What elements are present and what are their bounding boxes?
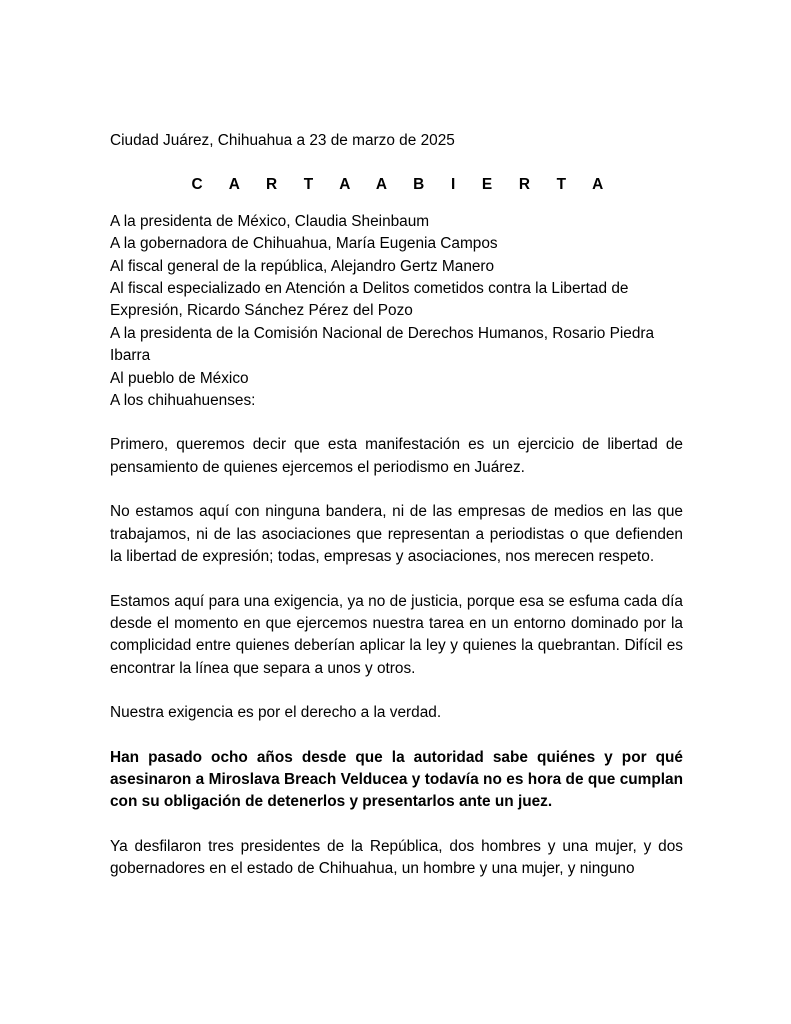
recipient-cndh-president: A la presidenta de la Comisión Nacional de Derechos Humanos, Rosario Piedra Ibarra [110, 324, 655, 365]
recipient-special-prosecutor: Al fiscal especializado en Atención a Delitos cometidos contra la Libertad de Expresión, Ricardo Sánchez Pérez del Pozo [110, 280, 629, 320]
recipient-attorney-general: Al fiscal general de la república, Alejandro Gertz Manero [110, 257, 495, 275]
paragraph-eight-years: Han pasado ocho años desde que la autoridad sabe quiénes y por qué asesinaron a Miroslava Breach Velducea y todavía no es hora de que cumplan con su obligación de detenerlos y presentarlos ante un juez. [110, 748, 683, 811]
recipients-list [110, 211, 683, 413]
paragraph-freedom: Primero, queremos decir que esta manifestación es un ejercicio de libertad de pensamiento de quienes ejercemos el periodismo en Juárez. [110, 436, 683, 476]
recipient-chihuahuenses: A los chihuahuenses: [110, 392, 256, 410]
dateline: Ciudad Juárez, Chihuahua a 23 de marzo de 2025 [110, 132, 455, 149]
paragraph-no-flag: No estamos aquí con ninguna bandera, ni de las empresas de medios en las que trabajamos, ni de las asociaciones que representan a periodistas o que defienden la libertad de expresión; todas, empresas y asociaciones, nos merecen respeto. [110, 503, 683, 566]
letter-page [110, 130, 683, 881]
letter-title: C A R T A A B I E R T A [191, 176, 610, 194]
recipient-president: A la presidenta de México, Claudia Sheinbaum [110, 212, 430, 230]
recipient-governor: A la gobernadora de Chihuahua, María Eugenia Campos [110, 235, 498, 253]
recipient-people-of-mexico: Al pueblo de México [110, 369, 249, 387]
paragraph-truth: Nuestra exigencia es por el derecho a la verdad. [110, 704, 442, 722]
paragraph-presidents: Ya desfilaron tres presidentes de la República, dos hombres y una mujer, y dos gobernadores en el estado de Chihuahua, un hombre y una mujer, y ninguno [110, 837, 683, 878]
paragraph-demand: Estamos aquí para una exigencia, ya no de justicia, porque esa se esfuma cada día desde el momento en que ejercemos nuestra tarea en un entorno dominado por la complicidad entre quienes deberían aplicar la ley y quienes la quebrantan. Difícil es encontrar la línea que separa a unos y otros. [110, 592, 683, 677]
